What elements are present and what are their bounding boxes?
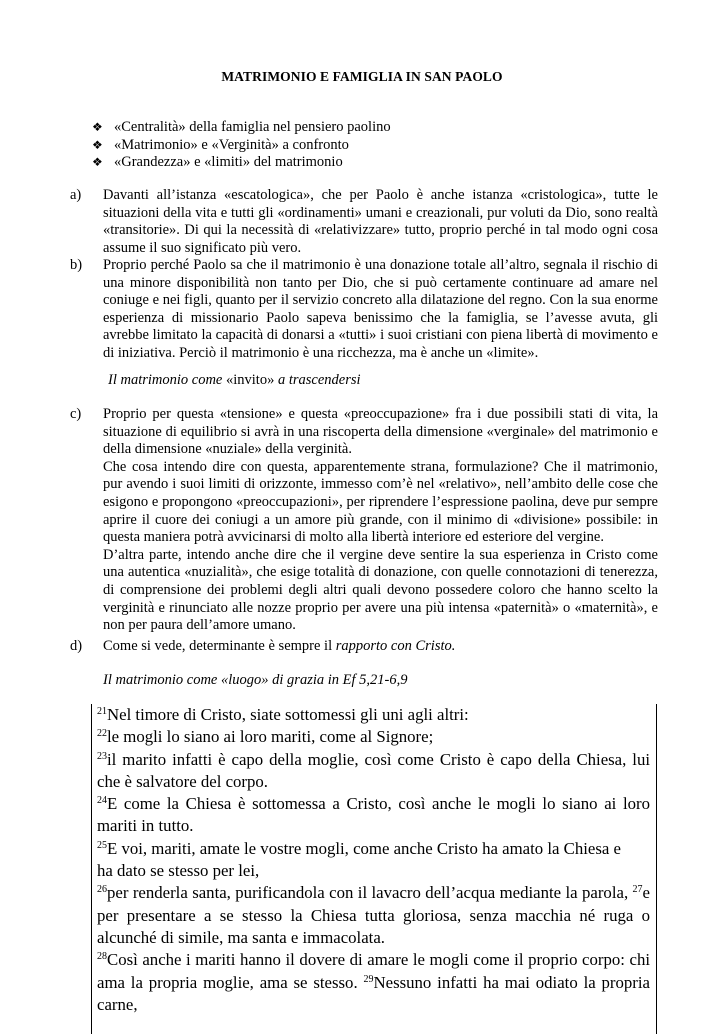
section-heading-luogo: Il matrimonio come «luogo» di grazia in Ef 5,21-6,9: [103, 672, 408, 688]
bullet-text: «Centralità» della famiglia nel pensiero paolino: [114, 119, 391, 135]
verse: $^{21}$Nel timore di Cristo, siate sottomessi gli uni agli altri:: [97, 705, 469, 724]
verse: $^{26}$per renderla santa, purificandola con il lavacro dell’acqua mediante la parola, $^{27}$e per presentare a se stesso la Chiesa tutta gloriosa, senza macchia né ruga o alcunché di simile, ma santa e immacolata.: [97, 883, 650, 947]
diamond-bullet-icon: ❖: [92, 120, 103, 134]
verse: $^{25}$E voi, mariti, amate le vostre mogli, come anche Cristo ha amato la Chiesa e ha dato se stesso per lei,: [97, 838, 621, 881]
item-label: a): [70, 187, 82, 203]
item-text: [103, 406, 658, 635]
verse: $^{23}$il marito infatti è capo della moglie, così come Cristo è capo della Chiesa, lui che è salvatore del corpo.: [97, 749, 650, 791]
page-title: MATRIMONIO E FAMIGLIA IN SAN PAOLO: [221, 69, 503, 84]
item-text: Davanti all’istanza «escatologica», che per Paolo è anche istanza «cristologica», tutte le situazioni della vita e tutti gli «ordinamenti» umani e creazionali, pur voluti da Dio, sono realtà «transitorie». Di qui la necessità di «relativizzare» tutto, proprio perché in tal modo ogni cosa assume il suo significato più vero.: [103, 187, 658, 256]
paragraph: Proprio per questa «tensione» e questa «preoccupazione» fra i due possibili stati di vita, la situazione di equilibrio si avrà in una riscoperta della dimensione «verginale» del matrimonio e della dimensione «nuziale» della verginità.: [103, 406, 658, 458]
item-label: b): [70, 257, 83, 273]
bullet-item: [92, 137, 391, 155]
bullet-item: [92, 119, 391, 137]
verse: $^{24}$E come la Chiesa è sottomessa a Cristo, così anche le mogli lo siano ai loro mariti in tutto.: [97, 794, 650, 836]
list-item-c: [70, 406, 658, 635]
paragraph: D’altra parte, intendo anche dire che il vergine deve sentire la sua esperienza in Cristo come una autentica «nuzialità», che esige totalità di donazione, con quelle connotazioni di tenerezza, di comprensione dei problemi degli altri quali devono possedere coloro che hanno scelto la verginità e rinunciato alle nozze proprio per avere una più intensa «paternità» o «maternità», e non per paura dell’amore umano.: [103, 546, 658, 634]
section-heading-invito: Il matrimonio come «invito» a trascendersi: [108, 372, 361, 388]
bullet-item: [92, 154, 391, 172]
diamond-bullet-icon: ❖: [92, 137, 103, 152]
verse: $^{22}$le mogli lo siano ai loro mariti, come al Signore;: [97, 727, 434, 747]
diamond-bullet-icon: ❖: [92, 155, 103, 169]
list-item-d: [70, 638, 658, 656]
verse: $^{28}$Così anche i mariti hanno il dovere di amare le mogli come il proprio corpo: chi ama la propria moglie, ama se stesso. $^{29}$Nessuno infatti ha mai odiato la propria carne,: [97, 950, 650, 1014]
scripture-box: [91, 704, 657, 1034]
item-text: Proprio perché Paolo sa che il matrimonio è una donazione totale all’altro, segnala il rischio di una minore disponibilità non tanto per Dio, che si può certamente continuare ad amare nel coniuge e nei figli, quanto per il servizio concreto alla dilatazione del regno. Con la sua enorme esperienza di missionario Paolo sapeva benissimo che la famiglia, se l’avesse avuta, gli avrebbe limitato la capacità di donarsi a «tutti» i suoi cristiani con piena libertà di movimento e di iniziativa. Perciò il matrimonio è una ricchezza, ma è anche un «limite».: [103, 257, 658, 361]
item-label: d): [70, 638, 83, 654]
item-label: c): [70, 406, 82, 422]
item-text: Come si vede, determinante è sempre il rapporto con Cristo.: [103, 638, 456, 654]
list-item-b: [70, 257, 658, 363]
bullet-text: «Grandezza» e «limiti» del matrimonio: [114, 154, 343, 170]
bullet-list: [92, 119, 391, 172]
paragraph: Che cosa intendo dire con questa, apparentemente strana, formulazione? Che il matrimonio, pur avendo i suoi limiti di orizzonte, immesso com’è nel «relativo», nell’ambito delle cose che esigono e propongono «preoccupazioni», per riprendere l’espressione paolina, deve pur sempre aprire il cuore dei coniugi a un amore più grande, con il minimo di «divisione» possibile: in questa maniera potrà avvicinarsi di molto alla libertà interiore ed esteriore del vergine.: [103, 458, 658, 546]
bullet-text: «Matrimonio» e «Verginità» a confronto: [114, 136, 349, 153]
list-item-a: [70, 187, 658, 257]
